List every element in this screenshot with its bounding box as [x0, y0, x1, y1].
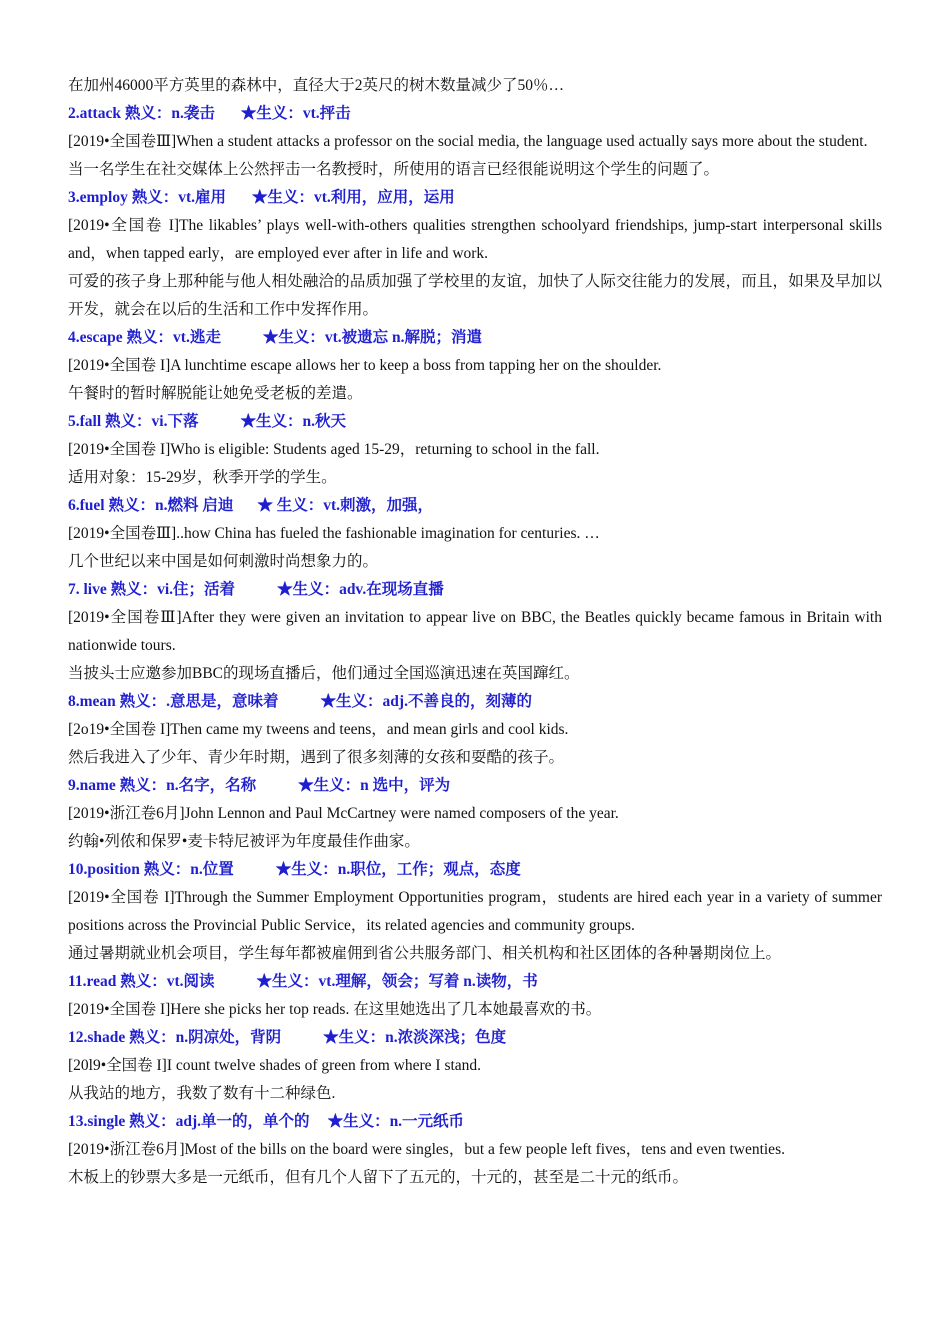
entry-example-cn: 适用对象：15-29岁，秋季开学的学生。 [68, 469, 337, 486]
entry-example-en: [2019•全国卷 I]Through the Summer Employment Opportunities program，students are hired each year in a variety of summer positions across the Provincial Public Service，its related agencies and community groups. [68, 889, 882, 934]
entry-heading: 8.mean 熟义：.意思是，意味着 ★生义：adj.不善良的，刻薄的 [68, 693, 532, 710]
document-page [68, 72, 882, 1192]
entry-heading: 10.position 熟义：n.位置 ★生义：n.职位，工作；观点，态度 [68, 861, 521, 878]
entry-example-en: [2o19•全国卷 I]Then came my tweens and teens，and mean girls and cool kids. [68, 721, 569, 738]
entry-example-cn: 午餐时的暂时解脱能让她免受老板的差遣。 [68, 385, 363, 402]
entry-heading: 5.fall 熟义：vi.下落 ★生义：n.秋天 [68, 413, 346, 430]
intro-translation: 在加州46000平方英里的森林中，直径大于2英尺的树木数量减少了50％… [68, 77, 565, 94]
entry-example-cn: 木板上的钞票大多是一元纸币，但有几个人留下了五元的，十元的，甚至是二十元的纸币。 [68, 1169, 689, 1186]
entry-example-en: [2019•浙江卷6月]John Lennon and Paul McCartney were named composers of the year. [68, 805, 619, 822]
entry-example-en: [2019•全国卷 I]The likables’ plays well-with-others qualities strengthen schoolyard friendships, jump-start interpersonal skills and，when tapped early，are employed ever after in life and work. [68, 217, 882, 262]
entry-example-cn: 几个世纪以来中国是如何刺激时尚想象力的。 [68, 553, 379, 570]
entry-example-cn: 当披头士应邀参加BBC的现场直播后，他们通过全国巡演迅速在英国蹿红。 [68, 665, 580, 682]
entry-example-cn: 然后我进入了少年、青少年时期，遇到了很多刻薄的女孩和耍酷的孩子。 [68, 749, 565, 766]
entry-example-cn: 从我站的地方，我数了数有十二种绿色. [68, 1085, 336, 1102]
entry-example-en: [2019•全国卷Ⅲ]..how China has fueled the fashionable imagination for centuries. … [68, 525, 600, 542]
entry-example-en: [2019•全国卷 I]A lunchtime escape allows her to keep a boss from tapping her on the shoulder. [68, 357, 662, 374]
entry-example-en: [2019•全国卷 I]Who is eligible: Students aged 15-29，returning to school in the fall. [68, 441, 600, 458]
entry-heading: 7. live 熟义：vi.住；活着 ★生义：adv.在现场直播 [68, 581, 444, 598]
entry-example-en: [2019•全国卷Ⅲ]When a student attacks a professor on the social media, the language used actually says more about the student. [68, 133, 868, 150]
entry-example-cn: 通过暑期就业机会项目，学生每年都被雇佣到省公共服务部门、相关机构和社区团体的各种暑期岗位上。 [68, 945, 782, 962]
entry-example-cn: 当一名学生在社交媒体上公然抨击一名教授时，所使用的语言已经很能说明这个学生的问题了。 [68, 161, 720, 178]
entry-heading: 9.name 熟义：n.名字，名称 ★生义：n 选中，评为 [68, 777, 451, 794]
entry-heading: 4.escape 熟义：vt.逃走 ★生义：vt.被遗忘 n.解脱；消遣 [68, 329, 483, 346]
entry-example-en: [2019•全国卷 I]Here she picks her top reads. 在这里她选出了几本她最喜欢的书。 [68, 1001, 602, 1018]
entry-example-en: [20l9•全国卷 I]I count twelve shades of green from where I stand. [68, 1057, 482, 1074]
entry-example-en: [2019•全国卷Ⅲ]After they were given an invitation to appear live on BBC, the Beatles quickly became famous in Britain with nationwide tours. [68, 609, 882, 654]
entry-example-cn: 约翰•列侬和保罗•麦卡特尼被评为年度最佳作曲家。 [68, 833, 420, 850]
entry-heading: 6.fuel 熟义：n.燃料 启迪 ★ 生义：vt.刺激，加强， [68, 497, 434, 514]
entry-heading: 2.attack 熟义：n.袭击 ★生义：vt.抨击 [68, 105, 351, 122]
entry-heading: 12.shade 熟义：n.阴凉处，背阴 ★生义：n.浓淡深浅；色度 [68, 1029, 507, 1046]
entry-example-en: [2019•浙江卷6月]Most of the bills on the board were singles，but a few people left fives，tens and even twenties. [68, 1141, 785, 1158]
entry-example-cn: 可爱的孩子身上那种能与他人相处融洽的品质加强了学校里的友谊，加快了人际交往能力的发展，而且，如果及早加以开发，就会在以后的生活和工作中发挥作用。 [68, 273, 882, 318]
entry-heading: 11.read 熟义：vt.阅读 ★生义：vt.理解，领会；写着 n.读物，书 [68, 973, 538, 990]
entry-heading: 3.employ 熟义：vt.雇用 ★生义：vt.利用，应用，运用 [68, 189, 455, 206]
entry-heading: 13.single 熟义：adj.单一的，单个的 ★生义：n.一元纸币 [68, 1113, 465, 1130]
